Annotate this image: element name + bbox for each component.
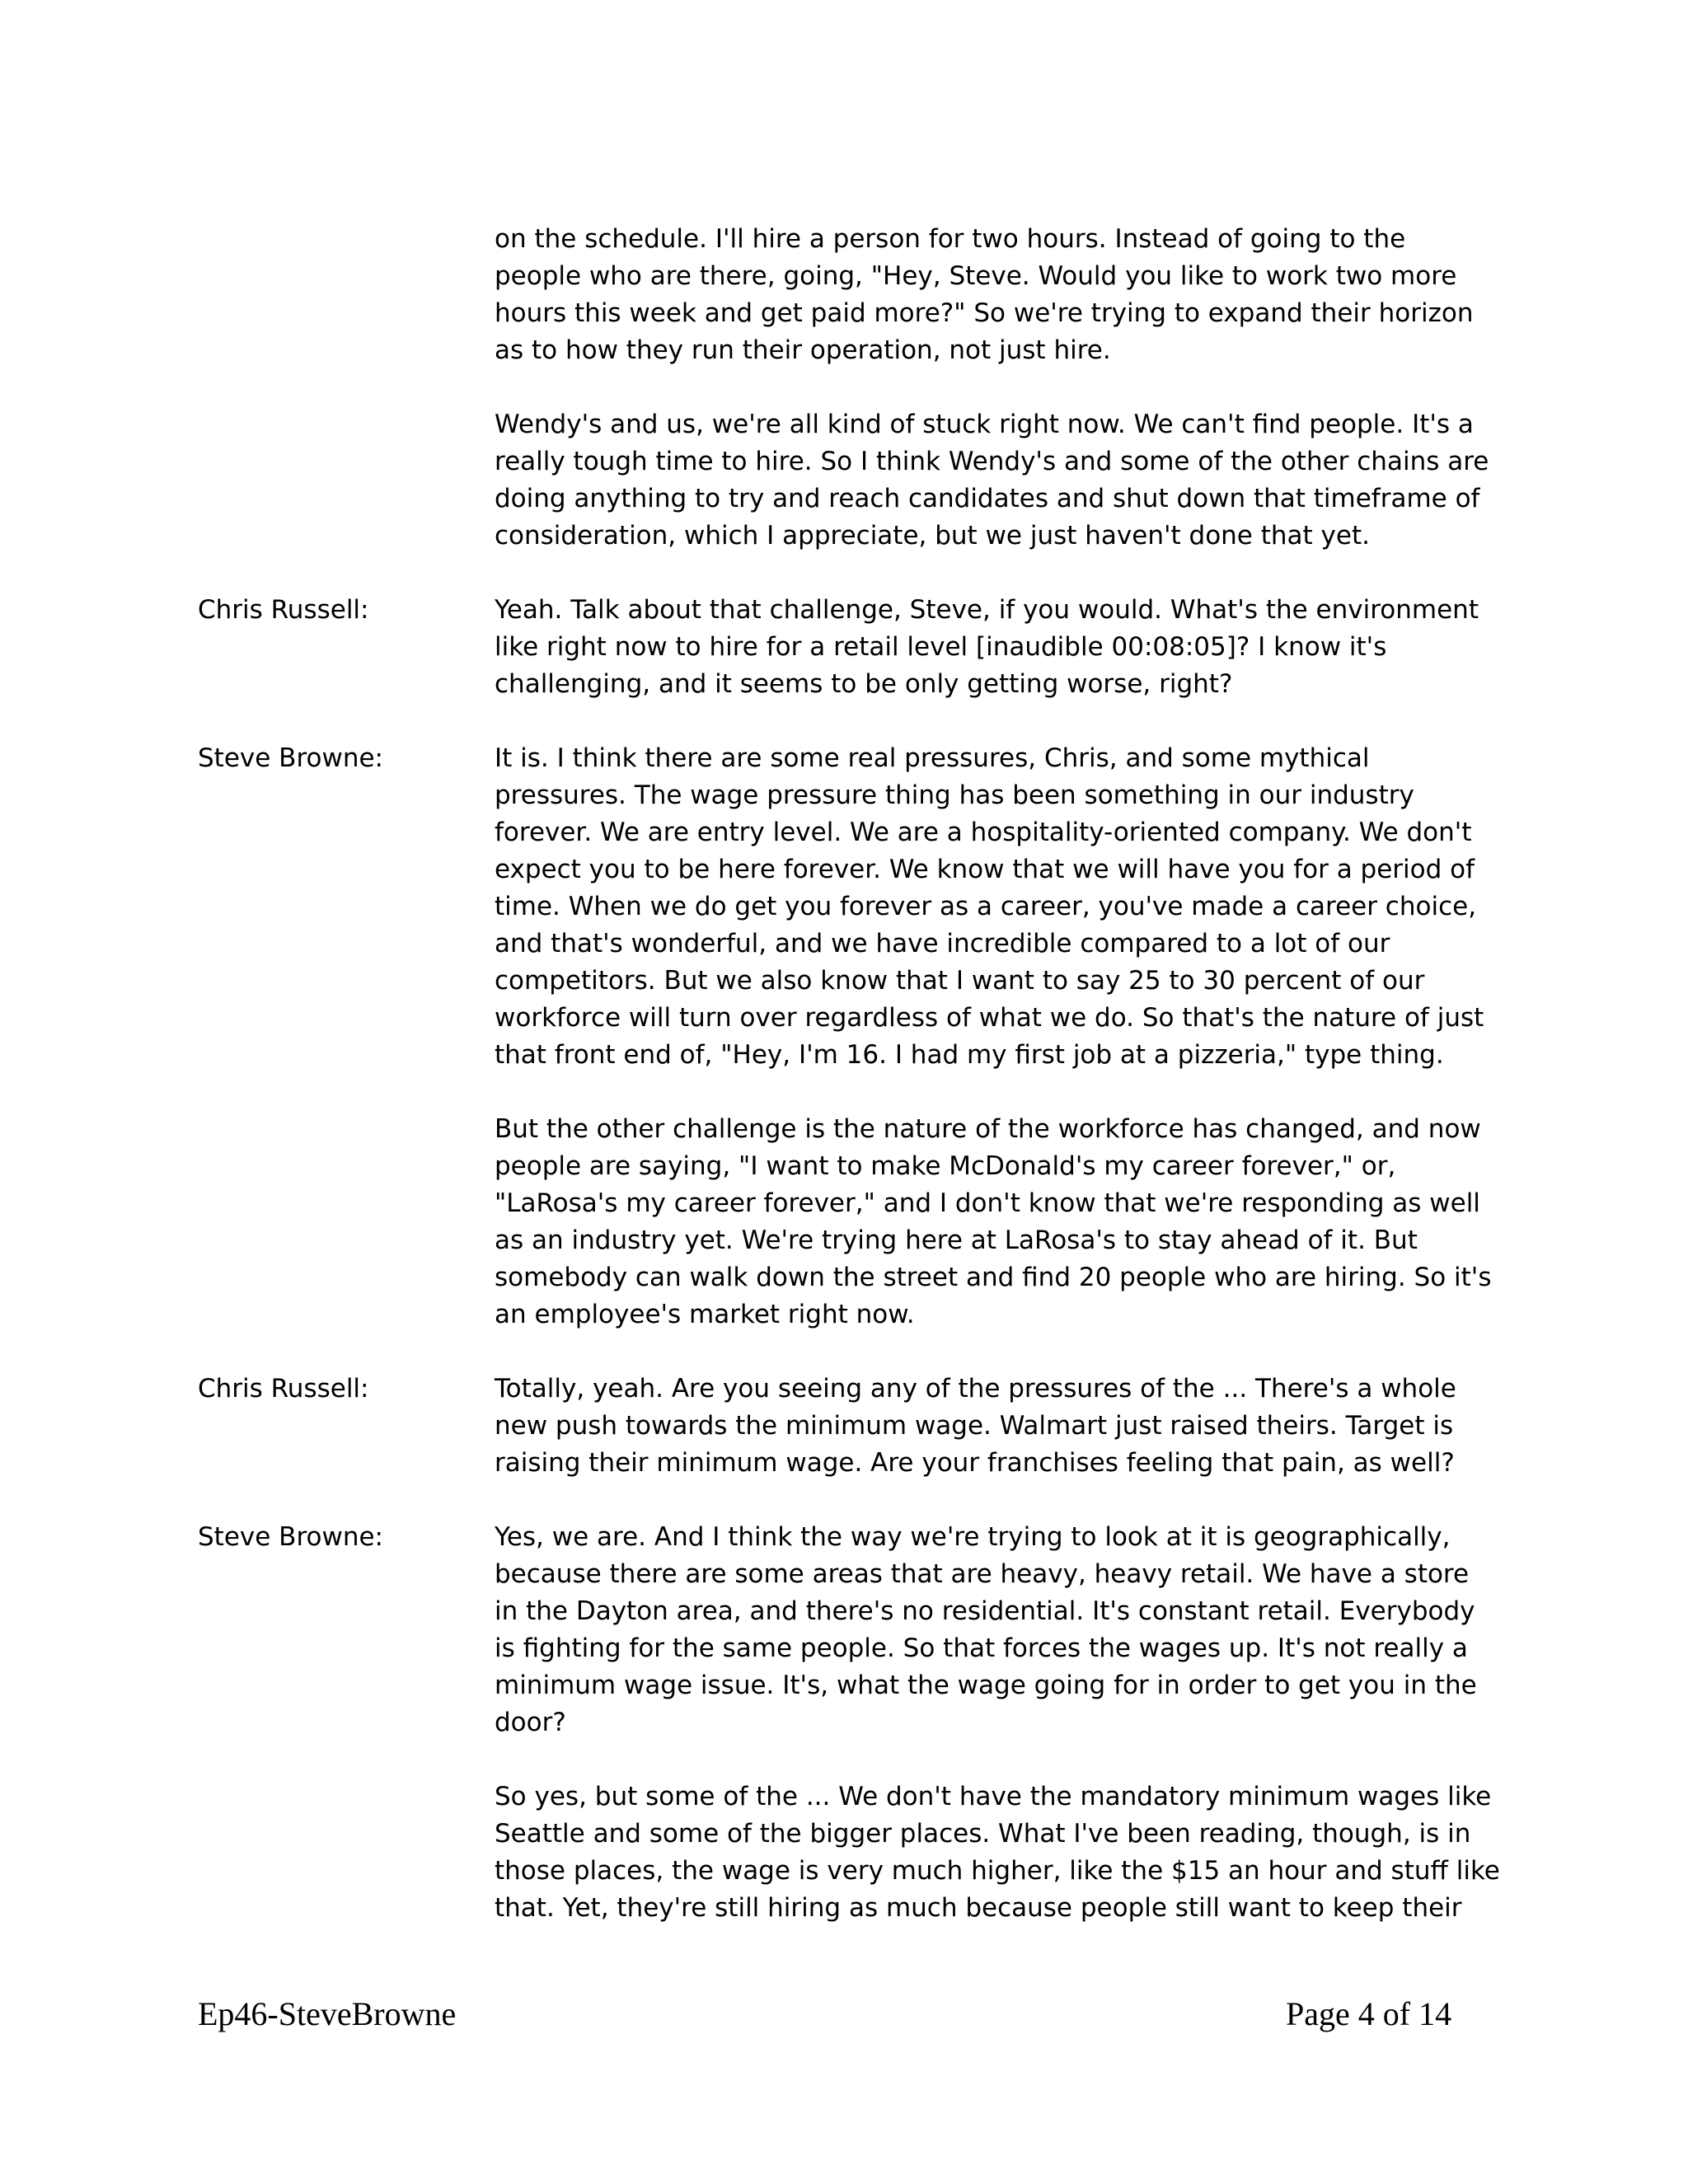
transcript-block xyxy=(198,221,1533,369)
transcript-block xyxy=(198,1111,1533,1333)
speaker-label xyxy=(198,406,495,555)
transcript-paragraph: Wendy's and us, we're all kind of stuck right now. We can't find people. It's a really tough time to hire. So I think Wendy's and some of the other chains are doing anything to try and reach candidates and shut down that timeframe of consideration, which I appreciate, but we just haven't done that yet. xyxy=(495,410,1489,551)
transcript-block xyxy=(198,1779,1533,1927)
transcript-paragraph: Yeah. Talk about that challenge, Steve, if you would. What's the environment like right now to hire for a retail level [inaudible 00:08:05]? I know it's challenging, and it seems to be only getting worse, right? xyxy=(495,595,1479,699)
speaker-label: Chris Russell: xyxy=(198,1374,369,1404)
transcript-paragraph: on the schedule. I'll hire a person for two hours. Instead of going to the people who are there, going, "Hey, Steve. Would you like to work two more hours this week and get paid more?" So we're trying to expand their horizon as to how they run their operation, not just hire. xyxy=(495,224,1474,365)
speaker-label xyxy=(198,1779,495,1927)
transcript xyxy=(198,221,1533,1964)
transcript-block xyxy=(198,406,1533,555)
speaker-label: Chris Russell: xyxy=(198,595,369,625)
transcript-paragraph: But the other challenge is the nature of the workforce has changed, and now people are saying, "I want to make McDonald's my career forever," or, "LaRosa's my career forever," and I don't know that we're responding as well as an industry yet. We're trying here at LaRosa's to stay ahead of it. But somebody can walk down the street and find 20 people who are hiring. So it's an employee's market right now. xyxy=(495,1114,1492,1329)
transcript-paragraph: It is. I think there are some real pressures, Chris, and some mythical pressures. The wage pressure thing has been something in our industry forever. We are entry level. We are a hospitality-oriented company. We don't expect you to be here forever. We know that we will have you for a period of time. When we do get you forever as a career, you've made a career choice, and that's wonderful, and we have incredible compared to a lot of our competitors. But we also know that I want to say 25 to 30 percent of our workforce will turn over regardless of what we do. So that's the nature of just that front end of, "Hey, I'm 16. I had my first job at a pizzeria," type thing. xyxy=(495,743,1484,1070)
transcript-paragraph: Totally, yeah. Are you seeing any of the pressures of the ... There's a whole new push towards the minimum wage. Walmart just raised theirs. Target is raising their minimum wage. Are your franchises feeling that pain, as well? xyxy=(495,1374,1456,1478)
footer-page-number: Page 4 of 14 xyxy=(1286,1995,1452,2032)
transcript-block xyxy=(198,740,1533,1074)
transcript-paragraph: Yes, we are. And I think the way we're trying to look at it is geographically, because there are some areas that are heavy, heavy retail. We have a store in the Dayton area, and there's no residential. It's constant retail. Everybody is fighting for the same people. So that forces the wages up. It's not really a minimum wage issue. It's, what the wage going for in order to get you in the door? xyxy=(495,1522,1477,1737)
speaker-label: Steve Browne: xyxy=(198,1522,383,1552)
transcript-block xyxy=(198,1371,1533,1482)
transcript-block xyxy=(198,1519,1533,1741)
speaker-label xyxy=(198,1111,495,1333)
transcript-paragraph: So yes, but some of the ... We don't have the mandatory minimum wages like Seattle and some of the bigger places. What I've been reading, though, is in those places, the wage is very much higher, like the $15 an hour and stuff like that. Yet, they're still hiring as much because people still want to keep their xyxy=(495,1782,1500,1923)
speaker-label: Steve Browne: xyxy=(198,743,383,773)
transcript-block xyxy=(198,592,1533,703)
speaker-label xyxy=(198,221,495,369)
footer-episode-title: Ep46-SteveBrowne xyxy=(198,1995,457,2032)
